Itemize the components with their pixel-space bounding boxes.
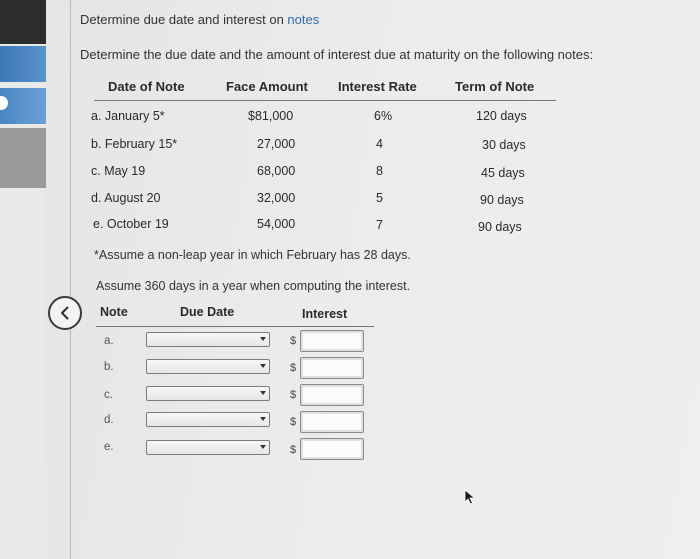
answer-header-divider xyxy=(96,326,374,327)
header-face-amount: Face Amount xyxy=(226,79,308,94)
mouse-pointer-icon xyxy=(463,489,477,505)
leap-year-note: *Assume a non-leap year in which February has 28 days. xyxy=(94,248,411,262)
currency-symbol: $ xyxy=(290,416,297,428)
header-divider xyxy=(94,100,556,101)
answer-row-label: e. xyxy=(104,441,114,453)
cell-term: 90 days xyxy=(480,193,524,207)
chevron-down-icon xyxy=(260,417,266,421)
due-date-select[interactable] xyxy=(146,332,270,347)
interest-input[interactable] xyxy=(300,357,364,379)
answer-row-label: c. xyxy=(104,389,113,401)
sidebar-strip xyxy=(0,0,46,559)
answer-header-note: Note xyxy=(100,305,128,319)
cell-face: $81,000 xyxy=(248,109,294,123)
cell-face: 68,000 xyxy=(257,164,296,178)
chevron-down-icon xyxy=(260,337,266,341)
cell-date: c. May 19 xyxy=(91,164,146,178)
cell-date: d. August 20 xyxy=(91,191,161,205)
cell-face: 54,000 xyxy=(257,217,296,231)
notes-link[interactable]: notes xyxy=(287,12,320,27)
cell-face: 32,000 xyxy=(257,191,296,205)
interest-input[interactable] xyxy=(300,330,364,352)
page-title: Determine due date and interest on notes xyxy=(80,12,320,27)
chevron-down-icon xyxy=(260,391,266,395)
cell-rate: 6% xyxy=(374,109,393,123)
sidebar-block-gray[interactable] xyxy=(0,128,46,188)
instruction-text: Determine the due date and the amount of interest due at maturity on the following notes: xyxy=(80,47,594,62)
cell-date: b. February 15* xyxy=(91,137,178,151)
currency-symbol: $ xyxy=(290,444,297,456)
cell-rate: 7 xyxy=(376,218,383,232)
answer-row-label: d. xyxy=(104,414,114,426)
cell-face: 27,000 xyxy=(257,137,296,151)
answer-header-due-date: Due Date xyxy=(180,305,235,319)
cell-term: 120 days xyxy=(476,109,527,123)
chevron-down-icon xyxy=(260,445,266,449)
header-term-of-note: Term of Note xyxy=(455,79,535,94)
sidebar-block-active[interactable] xyxy=(0,46,46,82)
chevron-down-icon xyxy=(260,364,266,368)
header-interest-rate: Interest Rate xyxy=(338,79,417,94)
content-border xyxy=(70,0,71,559)
sidebar-block-dark xyxy=(0,0,46,44)
answer-header-interest: Interest xyxy=(302,307,348,321)
due-date-select[interactable] xyxy=(146,440,270,455)
due-date-select[interactable] xyxy=(146,386,270,401)
currency-symbol: $ xyxy=(290,335,297,347)
cell-rate: 4 xyxy=(376,137,383,151)
cell-rate: 8 xyxy=(376,164,383,178)
cell-term: 90 days xyxy=(478,220,522,234)
days-note: Assume 360 days in a year when computing the interest. xyxy=(96,279,411,293)
interest-input[interactable] xyxy=(300,384,364,406)
interest-input[interactable] xyxy=(300,411,364,433)
currency-symbol: $ xyxy=(290,362,297,374)
currency-symbol: $ xyxy=(290,389,297,401)
chevron-left-icon xyxy=(57,305,73,321)
due-date-select[interactable] xyxy=(146,359,270,374)
cell-rate: 5 xyxy=(376,191,383,205)
cell-date: e. October 19 xyxy=(93,217,169,231)
due-date-select[interactable] xyxy=(146,412,270,427)
answer-row-label: a. xyxy=(104,335,114,347)
cell-term: 45 days xyxy=(481,166,525,180)
back-button[interactable] xyxy=(48,296,82,330)
answer-row-label: b. xyxy=(104,361,114,373)
header-date-of-note: Date of Note xyxy=(108,79,185,94)
cell-term: 30 days xyxy=(482,138,526,152)
interest-input[interactable] xyxy=(300,438,364,460)
cell-date: a. January 5* xyxy=(91,109,165,123)
